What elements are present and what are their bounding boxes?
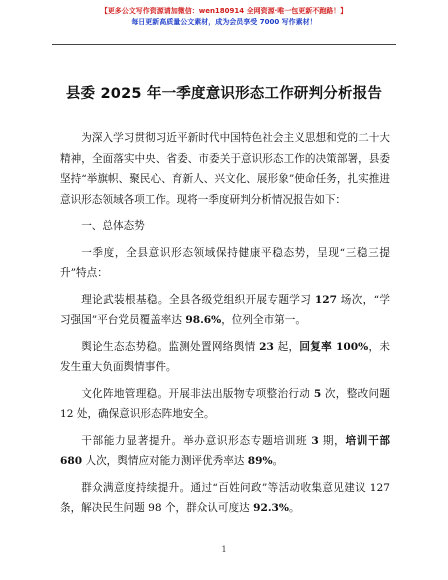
item-text: 期， (318, 434, 346, 447)
item-text: 次，整改问题 12 处，确保意识形态阵地安全。 (60, 387, 391, 420)
document-body (60, 128, 390, 519)
item-paragraph (60, 337, 390, 378)
item-heading: 群众满意度持续提升。 (81, 481, 191, 494)
overview-paragraph: 一季度，全县意识形态领域保持健康平稳态势，呈现“三稳三提升”特点： (60, 246, 390, 279)
item-highlight: 89% (247, 455, 273, 467)
item-paragraph (60, 431, 390, 472)
item-text: 起， (273, 340, 300, 353)
item-highlight: 3 (311, 434, 319, 447)
promo-line-1: 【更多公文写作资源请加微信：wen180914 全网资源·唯一包更新不跑路！】 (100, 7, 348, 15)
item-heading: 文化阵地管理稳。 (81, 387, 169, 400)
item-heading: 干部能力显著提升。 (81, 434, 183, 447)
items-list (60, 290, 390, 519)
item-text: 监测处置网络舆情 (168, 340, 260, 353)
item-paragraph (60, 384, 390, 425)
header-rule (52, 44, 396, 45)
item-highlight: 5 (313, 387, 322, 400)
item-paragraph (60, 478, 390, 519)
item-text: 举办意识形态专题培训班 (182, 434, 312, 447)
item-text: 全县各级党组织开展专题学习 (168, 293, 315, 306)
item-heading: 理论武装根基稳。 (81, 293, 169, 306)
item-highlight: 98.6% (185, 314, 222, 326)
item-text: 。 (272, 455, 284, 467)
promo-line-2: 每日更新高质量公文素材，成为会员享受 7000 写作素材！ (131, 18, 317, 26)
item-highlight: 127 (314, 293, 338, 306)
item-highlight: 回复率 100% (299, 340, 369, 353)
item-heading: 舆论生态态势稳。 (81, 340, 169, 353)
item-text: ，未发生重大负面舆情事件。 (60, 340, 391, 373)
page-number: 1 (221, 545, 227, 554)
item-text: ，位列全市第一。 (221, 314, 306, 326)
item-text: 。 (288, 502, 300, 514)
item-text: 通过“百姓问政”等活动收集意见建议 127 条，解决民生问题 98 个，群众认可度达 (60, 481, 391, 514)
item-highlight: 培训干部 680 (60, 434, 390, 467)
document-title: 县委 2025 年一季度意识形态工作研判分析报告 (65, 86, 383, 102)
section-heading: 一、总体态势 (81, 220, 145, 232)
item-text: 场次，“学习强国”平台党员覆盖率达 (60, 293, 390, 326)
item-text: 人次，舆情应对能力测评优秀率达 (82, 455, 248, 467)
item-text: 开展非法出版物专项整治行动 (168, 387, 314, 400)
item-highlight: 92.3% (253, 502, 289, 514)
promo-banner (20, 6, 428, 28)
item-highlight: 23 (259, 340, 274, 353)
intro-paragraph: 为深入学习贯彻习近平新时代中国特色社会主义思想和党的二十大精神，全面落实中央、省委、市委关于意识形态工作的决策部署，县委坚持“举旗帜、聚民心、育新人、兴文化、展形象”使命任务，扎实推进意识形态领域各项工作。现将一季度研判分析情况报告如下： (60, 132, 390, 206)
item-paragraph (60, 290, 390, 331)
